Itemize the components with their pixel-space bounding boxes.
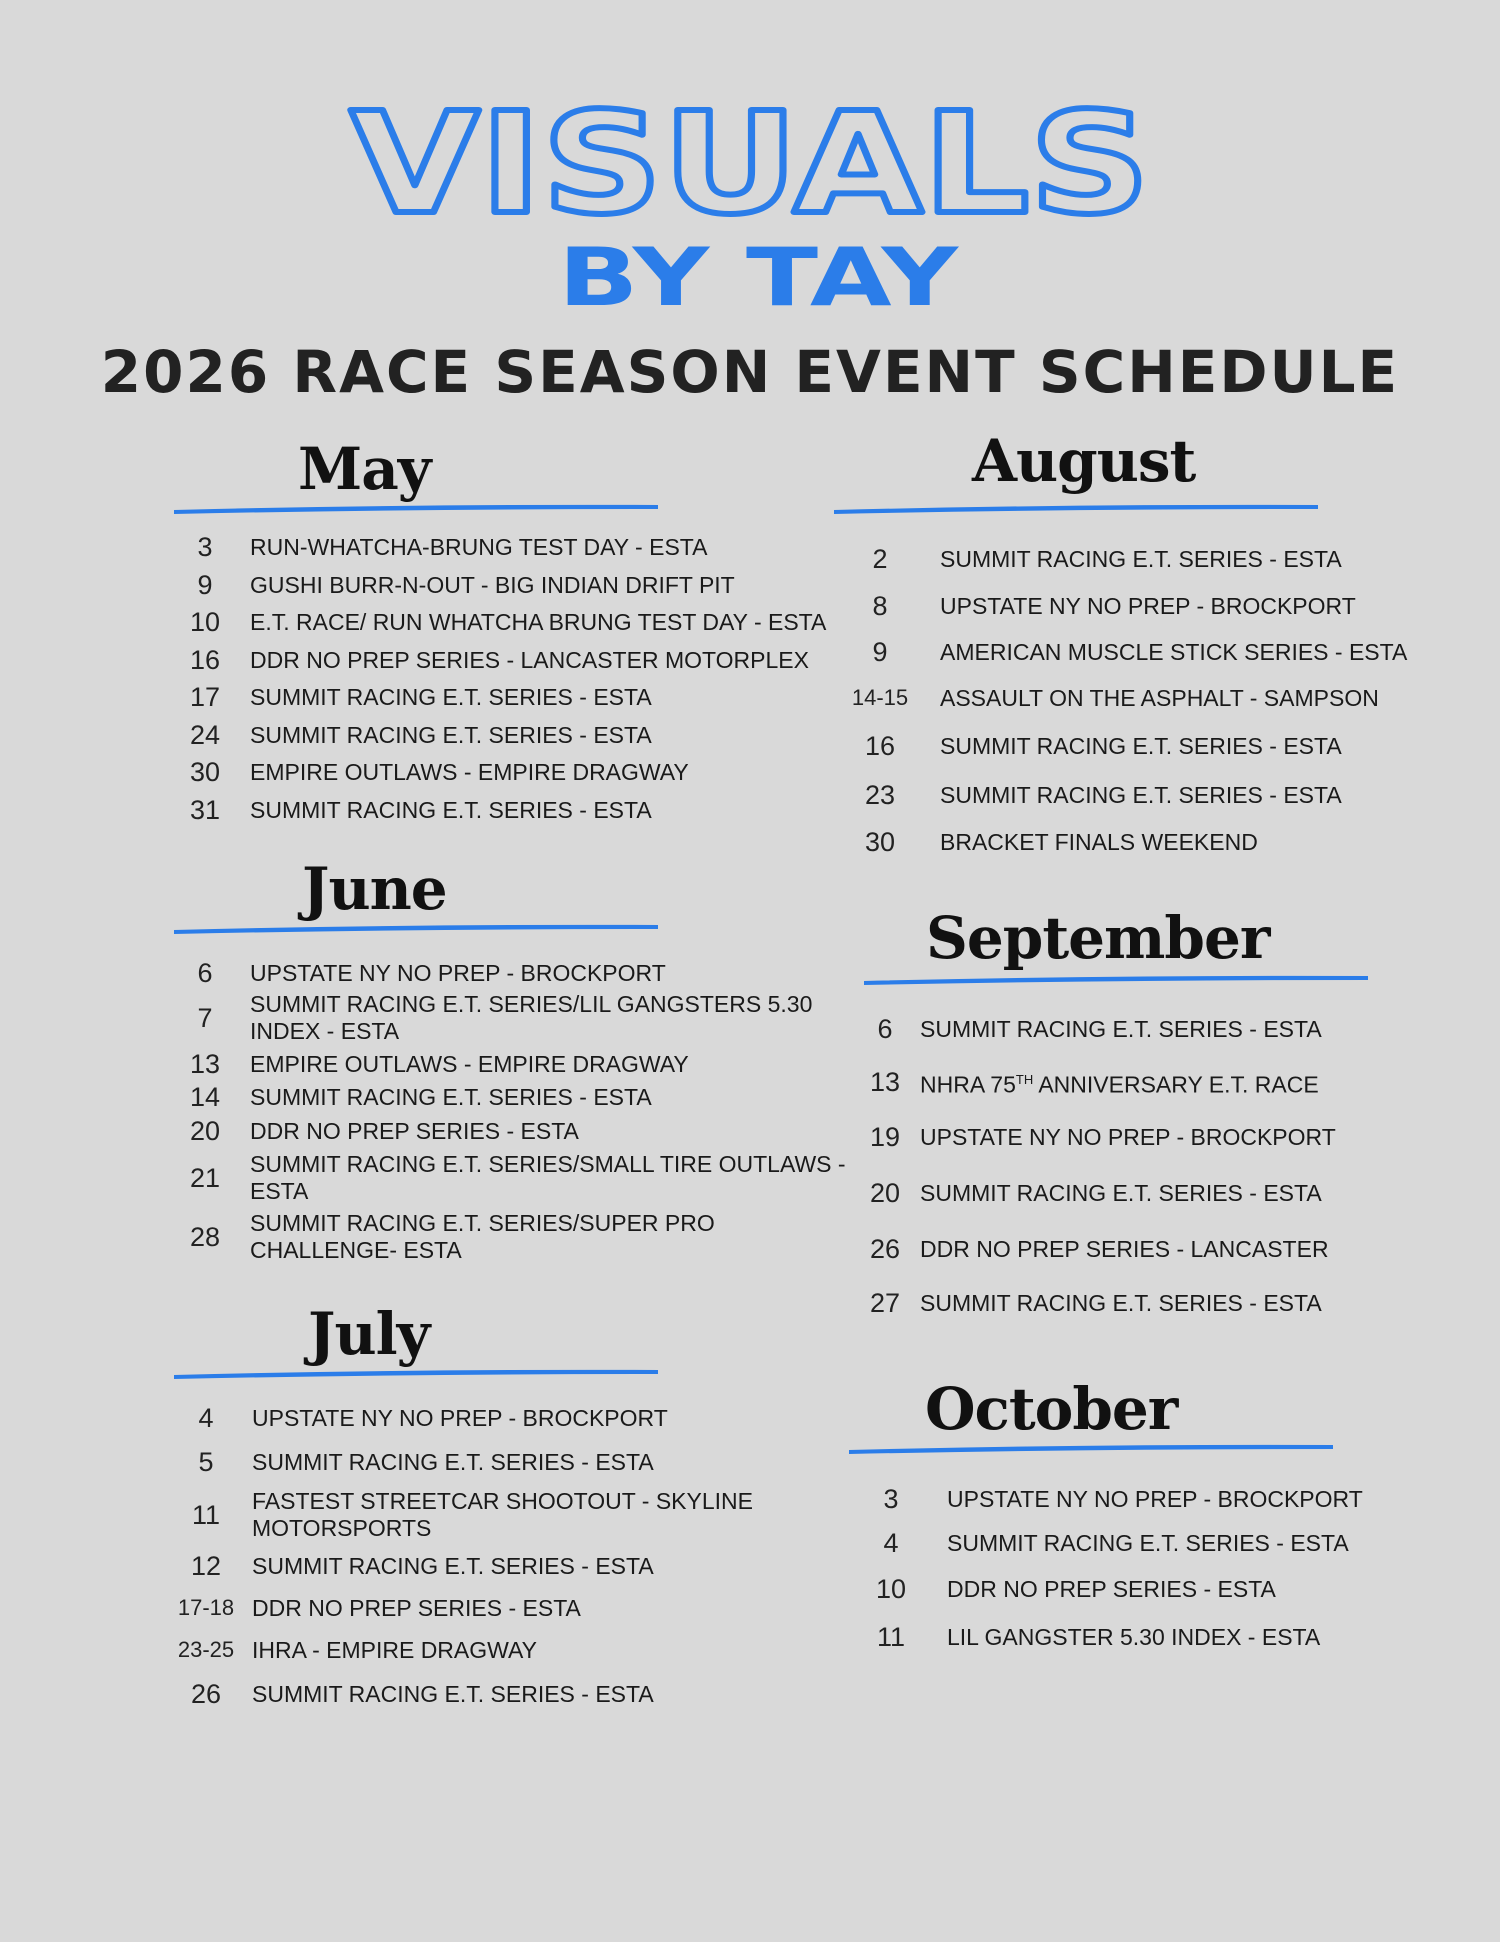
event-title: UPSTATE NY NO PREP - BROCKPORT (920, 1123, 1336, 1150)
event-title: SUMMIT RACING E.T. SERIES/SMALL TIRE OUTLAWS - ESTA (250, 1151, 846, 1204)
event-title (920, 1066, 1319, 1099)
event-title: SUMMIT RACING E.T. SERIES - ESTA (940, 732, 1342, 759)
event-title: SUMMIT RACING E.T. SERIES/SUPER PRO CHALLENGE- ESTA (250, 1210, 715, 1263)
event-title: SUMMIT RACING E.T. SERIES - ESTA (940, 545, 1342, 572)
event-title: DDR NO PREP SERIES - LANCASTER MOTORPLEX (250, 646, 809, 673)
event-row (170, 1486, 850, 1544)
event-title: SUMMIT RACING E.T. SERIES - ESTA (250, 684, 652, 711)
event-row (170, 1113, 850, 1149)
event-row (170, 1588, 850, 1628)
event-row (860, 1164, 1480, 1222)
event-title: SUMMIT RACING E.T. SERIES - ESTA (920, 1015, 1322, 1042)
event-row (830, 535, 1470, 583)
event-date: 13 (189, 1048, 221, 1079)
month-underline (170, 1366, 660, 1380)
event-date: 12 (190, 1550, 222, 1581)
event-title: SUMMIT RACING E.T. SERIES - ESTA (947, 1529, 1349, 1556)
month-section-june (170, 855, 850, 1267)
event-title: SUMMIT RACING E.T. SERIES - ESTA (940, 781, 1342, 808)
month-header (170, 855, 850, 935)
event-list (170, 529, 850, 829)
event-date: 4 (198, 1402, 214, 1433)
event-row (170, 754, 850, 792)
event-date: 2 (872, 543, 888, 574)
event-title: DDR NO PREP SERIES - ESTA (252, 1594, 581, 1621)
event-row (830, 771, 1470, 819)
month-section-october (845, 1375, 1465, 1661)
event-title: E.T. RACE/ RUN WHATCHA BRUNG TEST DAY - ESTA (250, 609, 827, 636)
event-row (860, 1004, 1480, 1054)
event-row (170, 1207, 850, 1267)
month-section-september (860, 906, 1480, 1330)
event-date: 11 (191, 1499, 221, 1530)
event-row (170, 717, 850, 755)
event-title: SUMMIT RACING E.T. SERIES - ESTA (252, 1552, 654, 1579)
event-date: 4 (883, 1527, 899, 1558)
event-date: 20 (869, 1177, 901, 1208)
event-title-part: NHRA 75 (920, 1071, 1016, 1098)
event-date: 27 (869, 1287, 901, 1318)
month-underline (860, 972, 1370, 986)
event-title: DDR NO PREP SERIES - ESTA (947, 1575, 1276, 1602)
event-row (830, 819, 1470, 865)
event-title: LIL GANGSTER 5.30 INDEX - ESTA (947, 1623, 1321, 1650)
event-title: UPSTATE NY NO PREP - BROCKPORT (947, 1485, 1363, 1512)
event-row (170, 1672, 850, 1716)
event-row (170, 642, 850, 680)
event-list (830, 535, 1470, 865)
event-title: SUMMIT RACING E.T. SERIES - ESTA (250, 796, 652, 823)
event-date: 26 (869, 1233, 901, 1264)
page-title: 2026 RACE SEASON EVENT SCHEDULE (100, 338, 1400, 406)
event-row (170, 957, 850, 989)
event-date: 9 (197, 569, 213, 600)
event-row (170, 529, 850, 567)
event-row (170, 604, 850, 642)
month-section-august (830, 427, 1470, 865)
event-list (170, 1398, 850, 1716)
event-list (170, 957, 850, 1267)
event-title: SUMMIT RACING E.T. SERIES - ESTA (252, 1448, 654, 1475)
event-list (860, 1004, 1480, 1330)
event-row (170, 1081, 850, 1113)
event-date: 26 (190, 1678, 222, 1709)
event-date: 19 (869, 1121, 901, 1152)
month-name-may: May (298, 435, 431, 503)
month-name-july: July (308, 1300, 430, 1368)
event-title: EMPIRE OUTLAWS - EMPIRE DRAGWAY (250, 1050, 689, 1077)
event-title: IHRA - EMPIRE DRAGWAY (252, 1636, 537, 1663)
event-row (170, 679, 850, 717)
event-date: 7 (197, 1002, 213, 1033)
event-row (860, 1276, 1480, 1330)
event-row (170, 1398, 850, 1438)
event-title: SUMMIT RACING E.T. SERIES - ESTA (250, 721, 652, 748)
event-date: 3 (883, 1483, 899, 1514)
month-name-october: October (925, 1375, 1178, 1443)
event-row (830, 721, 1470, 771)
event-date: 14 (189, 1081, 221, 1112)
event-date: 3 (197, 532, 213, 563)
event-title: DDR NO PREP SERIES - LANCASTER (920, 1235, 1329, 1262)
event-list (845, 1477, 1465, 1661)
event-date: 11 (876, 1621, 906, 1652)
event-row (170, 1544, 850, 1588)
event-date: 17 (189, 682, 221, 713)
event-title: EMPIRE OUTLAWS - EMPIRE DRAGWAY (250, 759, 689, 786)
event-row (845, 1477, 1465, 1521)
event-date: 31 (189, 794, 221, 825)
event-title: SUMMIT RACING E.T. SERIES - ESTA (252, 1680, 654, 1707)
event-date: 6 (197, 957, 213, 988)
event-row (170, 1628, 850, 1672)
event-date: 6 (877, 1013, 893, 1044)
event-row (170, 792, 850, 830)
event-date: 28 (189, 1221, 221, 1252)
event-date: 21 (189, 1162, 221, 1193)
month-header (830, 427, 1470, 515)
event-date: 10 (875, 1573, 907, 1604)
event-title: SUMMIT RACING E.T. SERIES/LIL GANGSTERS 5.30 INDEX - ESTA (250, 991, 813, 1044)
event-date: 8 (872, 590, 888, 621)
event-title: AMERICAN MUSCLE STICK SERIES - ESTA (940, 638, 1408, 665)
event-date: 17-18 (177, 1595, 235, 1620)
month-underline (170, 501, 660, 515)
event-title: DDR NO PREP SERIES - ESTA (250, 1117, 579, 1144)
event-row (860, 1222, 1480, 1276)
event-date: 30 (864, 826, 896, 857)
brand-line2: BY TAY (558, 231, 960, 324)
event-date: 14-15 (851, 685, 909, 710)
event-date: 23 (864, 779, 896, 810)
month-header (845, 1375, 1465, 1455)
event-row (170, 989, 850, 1047)
event-row (170, 567, 850, 605)
event-row (170, 1149, 850, 1207)
month-name-september: September (926, 904, 1270, 972)
month-name-june: June (302, 855, 447, 923)
event-row (845, 1565, 1465, 1613)
month-header (170, 1300, 850, 1380)
event-date: 30 (189, 757, 221, 788)
event-date: 5 (198, 1446, 214, 1477)
event-title: BRACKET FINALS WEEKEND (940, 828, 1258, 855)
event-date: 23-25 (177, 1637, 235, 1662)
month-section-may (170, 435, 850, 829)
event-title: SUMMIT RACING E.T. SERIES - ESTA (920, 1289, 1322, 1316)
brand-logo-graphic (0, 0, 1500, 330)
event-row (860, 1110, 1480, 1164)
month-underline (830, 501, 1320, 515)
event-row (830, 629, 1470, 675)
month-underline (845, 1441, 1335, 1455)
event-title-part: ANNIVERSARY E.T. RACE (1033, 1071, 1319, 1098)
event-date: 16 (189, 644, 221, 675)
month-header (170, 435, 850, 515)
event-date: 16 (864, 730, 896, 761)
event-date: 24 (189, 719, 221, 750)
event-date: 10 (189, 607, 221, 638)
month-underline (170, 921, 660, 935)
event-date: 20 (189, 1115, 221, 1146)
event-title: UPSTATE NY NO PREP - BROCKPORT (250, 959, 666, 986)
event-title: RUN-WHATCHA-BRUNG TEST DAY - ESTA (250, 534, 708, 561)
event-row (845, 1521, 1465, 1565)
event-row (170, 1438, 850, 1486)
event-row (860, 1054, 1480, 1110)
event-row (845, 1613, 1465, 1661)
brand-line1: VISUALS (350, 83, 1150, 246)
event-row (170, 1047, 850, 1081)
event-row (830, 583, 1470, 629)
event-row (830, 675, 1470, 721)
month-section-july (170, 1300, 850, 1716)
event-title: SUMMIT RACING E.T. SERIES - ESTA (250, 1083, 652, 1110)
event-title: UPSTATE NY NO PREP - BROCKPORT (940, 592, 1356, 619)
event-date: 9 (872, 636, 888, 667)
brand-logo (0, 0, 1500, 330)
event-title: UPSTATE NY NO PREP - BROCKPORT (252, 1404, 668, 1431)
month-header (860, 906, 1480, 986)
event-title: SUMMIT RACING E.T. SERIES - ESTA (920, 1179, 1322, 1206)
event-date: 13 (869, 1066, 901, 1097)
event-title: GUSHI BURR-N-OUT - BIG INDIAN DRIFT PIT (250, 571, 735, 598)
event-title: ASSAULT ON THE ASPHALT - SAMPSON (940, 684, 1379, 711)
event-title-superscript: TH (1015, 1071, 1034, 1087)
month-name-august: August (972, 427, 1196, 495)
event-title: FASTEST STREETCAR SHOOTOUT - SKYLINE MOTORSPORTS (252, 1488, 753, 1541)
